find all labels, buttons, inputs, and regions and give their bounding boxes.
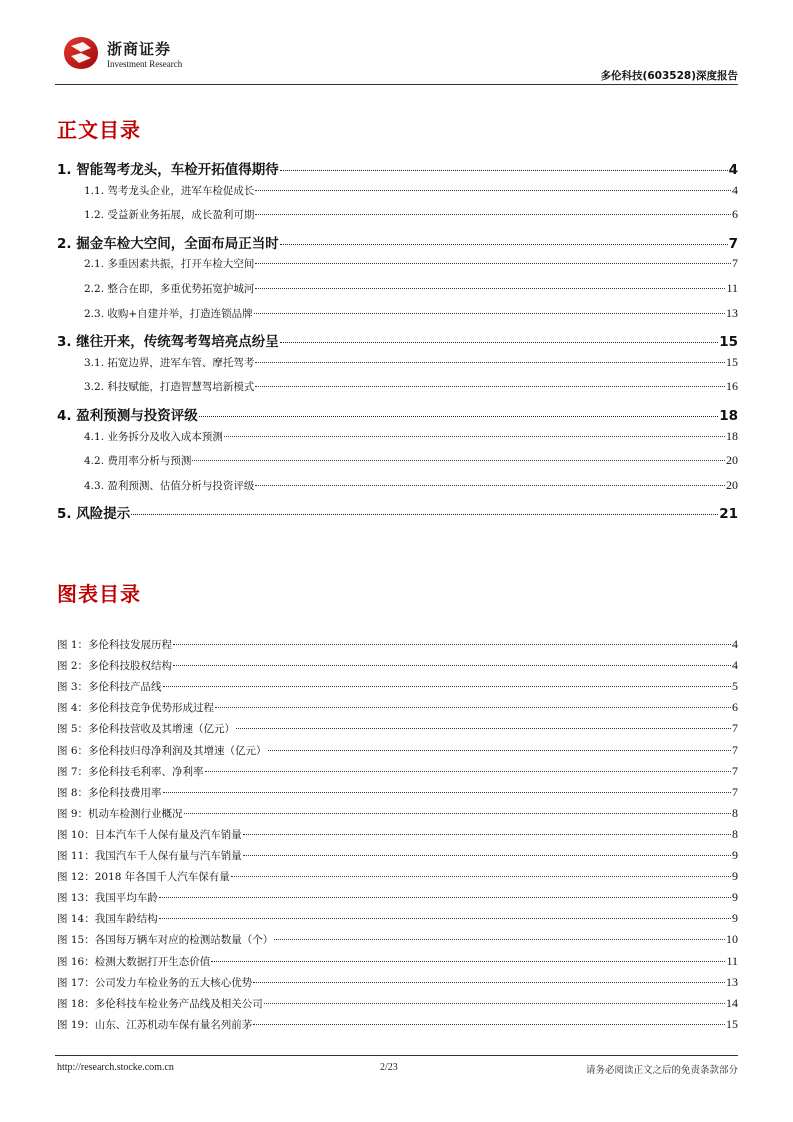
- entry-label: 图 5：多伦科技营收及其增速（亿元）: [57, 723, 236, 736]
- dot-leader: [131, 514, 718, 515]
- entry-page-number: 6: [732, 207, 738, 222]
- entry-page-number: 7: [732, 784, 738, 799]
- dot-leader: [253, 982, 725, 983]
- dot-leader: [211, 961, 725, 962]
- entry-page-number: 18: [726, 428, 738, 443]
- entry-page-number: 4: [732, 182, 738, 197]
- figure-entry[interactable]: [57, 785, 738, 800]
- toc-chapter-entry[interactable]: [57, 330, 738, 350]
- entry-page-number: 9: [732, 911, 738, 926]
- toc-chapter-entry[interactable]: [57, 232, 738, 252]
- figure-entry[interactable]: [57, 932, 738, 947]
- dot-leader: [255, 386, 725, 387]
- figure-entry[interactable]: [57, 869, 738, 884]
- entry-label: 2. 掘金车检大空间，全面布局正当时: [57, 235, 279, 252]
- dot-leader: [192, 460, 725, 461]
- entry-page-number: 20: [726, 477, 738, 492]
- footer-disclaimer: 请务必阅读正文之后的免责条款部分: [585, 1065, 738, 1076]
- dot-leader: [199, 416, 718, 417]
- dot-leader: [236, 728, 731, 729]
- dot-leader: [280, 170, 728, 171]
- toc-chapter-entry[interactable]: [57, 158, 738, 178]
- entry-label: 1. 智能驾考龙头，车检开拓值得期待: [57, 162, 279, 178]
- entry-label: 图 12：2018 年各国千人汽车保有量: [57, 871, 230, 884]
- toc-section-entry[interactable]: [57, 183, 738, 198]
- entry-page-number: 5: [732, 679, 738, 694]
- figure-entry[interactable]: [57, 721, 738, 736]
- dot-leader: [173, 644, 731, 645]
- page-header: [55, 30, 738, 85]
- entry-page-number: 7: [732, 742, 738, 757]
- entry-label: 1.1. 驾考龙头企业，进军车检促成长: [84, 184, 255, 197]
- entry-label: 4.3. 盈利预测、估值分析与投资评级: [84, 479, 255, 492]
- dot-leader: [264, 1003, 725, 1004]
- entry-label: 图 13：我国平均车龄: [57, 892, 158, 905]
- entry-label: 图 16：检测大数据打开生态价值: [57, 955, 211, 968]
- figure-entry[interactable]: [57, 954, 738, 969]
- figure-entry[interactable]: [57, 743, 738, 758]
- dot-leader: [254, 313, 725, 314]
- entry-page-number: 7: [732, 721, 738, 736]
- dot-leader: [224, 436, 725, 437]
- toc-section-entry[interactable]: [57, 207, 738, 222]
- entry-page-number: 18: [719, 408, 738, 424]
- figure-entry[interactable]: [57, 848, 738, 863]
- figure-entry[interactable]: [57, 975, 738, 990]
- figure-entry[interactable]: [57, 658, 738, 673]
- dot-leader: [255, 485, 725, 486]
- figure-entry[interactable]: [57, 764, 738, 779]
- dot-leader: [280, 342, 718, 343]
- entry-page-number: 14: [726, 995, 738, 1010]
- toc-section-entry[interactable]: [57, 355, 738, 370]
- dot-leader: [159, 918, 731, 919]
- entry-page-number: 16: [726, 379, 738, 394]
- toc-section-entry[interactable]: [57, 281, 738, 296]
- entry-page-number: 13: [726, 305, 738, 320]
- figures-title: 图表目录: [57, 582, 141, 606]
- entry-label: 3. 继往开来，传统驾考驾培亮点纷呈: [57, 334, 279, 351]
- dot-leader: [163, 686, 731, 687]
- entry-label: 图 9：机动车检测行业概况: [57, 807, 183, 820]
- entry-label: 图 10：日本汽车千人保有量及汽车销量: [57, 828, 242, 841]
- dot-leader: [163, 792, 731, 793]
- figure-entry[interactable]: [57, 996, 738, 1011]
- entry-label: 4.1. 业务拆分及收入成本预测: [84, 430, 223, 443]
- figure-entry[interactable]: [57, 700, 738, 715]
- footer-url[interactable]: http://research.stocke.com.cn: [57, 1062, 174, 1073]
- entry-label: 4.2. 费用率分析与预测: [84, 455, 192, 468]
- entry-page-number: 7: [732, 763, 738, 778]
- entry-page-number: 11: [726, 953, 738, 968]
- entry-label: 图 4：多伦科技竞争优势形成过程: [57, 702, 215, 715]
- toc-title: 正文目录: [57, 118, 141, 142]
- entry-page-number: 15: [726, 1016, 738, 1031]
- entry-page-number: 8: [732, 805, 738, 820]
- entry-page-number: 15: [726, 354, 738, 369]
- dot-leader: [255, 263, 731, 264]
- entry-label: 3.2. 科技赋能，打造智慧驾培新模式: [84, 381, 255, 394]
- figure-entry[interactable]: [57, 679, 738, 694]
- entry-page-number: 9: [732, 869, 738, 884]
- header-divider: [55, 84, 738, 85]
- entry-label: 图 19：山东、江苏机动车保有量名列前茅: [57, 1018, 253, 1031]
- figure-entry[interactable]: [57, 890, 738, 905]
- entry-label: 图 11：我国汽车千人保有量与汽车销量: [57, 850, 242, 862]
- entry-page-number: 7: [732, 256, 738, 271]
- entry-label: 2.3. 收购+自建并举，打造连锁品牌: [84, 307, 253, 320]
- toc-section-entry[interactable]: [57, 453, 738, 468]
- entry-label: 图 6：多伦科技归母净利润及其增速（亿元）: [57, 744, 267, 757]
- dot-leader: [159, 897, 731, 898]
- entry-label: 1.2. 受益新业务拓展，成长盈利可期: [84, 209, 255, 222]
- entry-label: 5. 风险提示: [57, 506, 131, 523]
- toc-section-entry[interactable]: [57, 478, 738, 493]
- entry-page-number: 9: [732, 848, 738, 862]
- dot-leader: [255, 362, 725, 363]
- entry-label: 图 15：各国每万辆车对应的检测站数量（个）: [57, 934, 274, 947]
- dot-leader: [253, 1024, 725, 1025]
- entry-label: 2.2. 整合在即，多重优势拓宽护城河: [84, 283, 255, 295]
- footer-divider: [55, 1055, 738, 1056]
- toc-section-entry[interactable]: [57, 429, 738, 444]
- dot-leader: [173, 665, 731, 666]
- dot-leader: [243, 855, 731, 856]
- dot-leader: [243, 834, 731, 835]
- entry-page-number: 10: [726, 932, 738, 947]
- dot-leader: [231, 876, 731, 877]
- toc-section-entry[interactable]: [57, 256, 738, 271]
- entry-page-number: 4: [732, 658, 738, 673]
- dot-leader: [280, 244, 728, 245]
- page-indicator: 2/23: [380, 1062, 398, 1073]
- entry-label: 图 7：多伦科技毛利率、净利率: [57, 765, 204, 778]
- brand-name-en: Investment Research: [107, 59, 183, 69]
- dot-leader: [205, 771, 731, 772]
- report-title: 多伦科技(603528)深度报告: [600, 70, 738, 82]
- entry-label: 图 17：公司发力车检业务的五大核心优势: [57, 976, 253, 989]
- entry-page-number: 9: [732, 890, 738, 905]
- figure-entry[interactable]: [57, 806, 738, 821]
- dot-leader: [215, 707, 731, 708]
- dot-leader: [255, 190, 731, 191]
- entry-label: 图 8：多伦科技费用率: [57, 786, 162, 799]
- entry-page-number: 20: [726, 453, 738, 468]
- entry-label: 图 3：多伦科技产品线: [57, 681, 162, 694]
- entry-label: 4. 盈利预测与投资评级: [57, 408, 198, 424]
- entry-page-number: 7: [728, 235, 738, 252]
- entry-page-number: 15: [719, 334, 738, 351]
- entry-label: 图 18：多伦科技车检业务产品线及相关公司: [57, 997, 263, 1010]
- dot-leader: [255, 288, 725, 289]
- toc-section-entry[interactable]: [57, 306, 738, 321]
- entry-label: 图 1：多伦科技发展历程: [57, 639, 173, 651]
- figure-entry[interactable]: [57, 1017, 738, 1032]
- toc-chapter-entry[interactable]: [57, 502, 738, 522]
- figure-entry[interactable]: [57, 911, 738, 926]
- zheshang-logo-icon: [63, 36, 99, 70]
- figure-entry[interactable]: [57, 637, 738, 652]
- entry-label: 图 14：我国车龄结构: [57, 913, 158, 926]
- entry-label: 2.1. 多重因素共振，打开车检大空间: [84, 258, 255, 271]
- entry-page-number: 8: [732, 826, 738, 841]
- figure-entry[interactable]: [57, 827, 738, 842]
- dot-leader: [184, 813, 731, 814]
- entry-page-number: 6: [732, 700, 738, 715]
- toc-chapter-entry[interactable]: [57, 404, 738, 424]
- toc-section-entry[interactable]: [57, 379, 738, 394]
- brand-name-cn: 浙商证券: [107, 40, 172, 58]
- dot-leader: [255, 214, 731, 215]
- entry-label: 图 2：多伦科技股权结构: [57, 660, 173, 673]
- entry-label: 3.1. 拓宽边界，进军车管、摩托驾考: [84, 356, 255, 369]
- entry-page-number: 4: [728, 162, 738, 178]
- entry-page-number: 13: [726, 974, 738, 989]
- dot-leader: [274, 939, 725, 940]
- entry-page-number: 21: [719, 506, 738, 523]
- dot-leader: [268, 750, 731, 751]
- entry-page-number: 4: [732, 637, 738, 651]
- entry-page-number: 11: [726, 281, 738, 295]
